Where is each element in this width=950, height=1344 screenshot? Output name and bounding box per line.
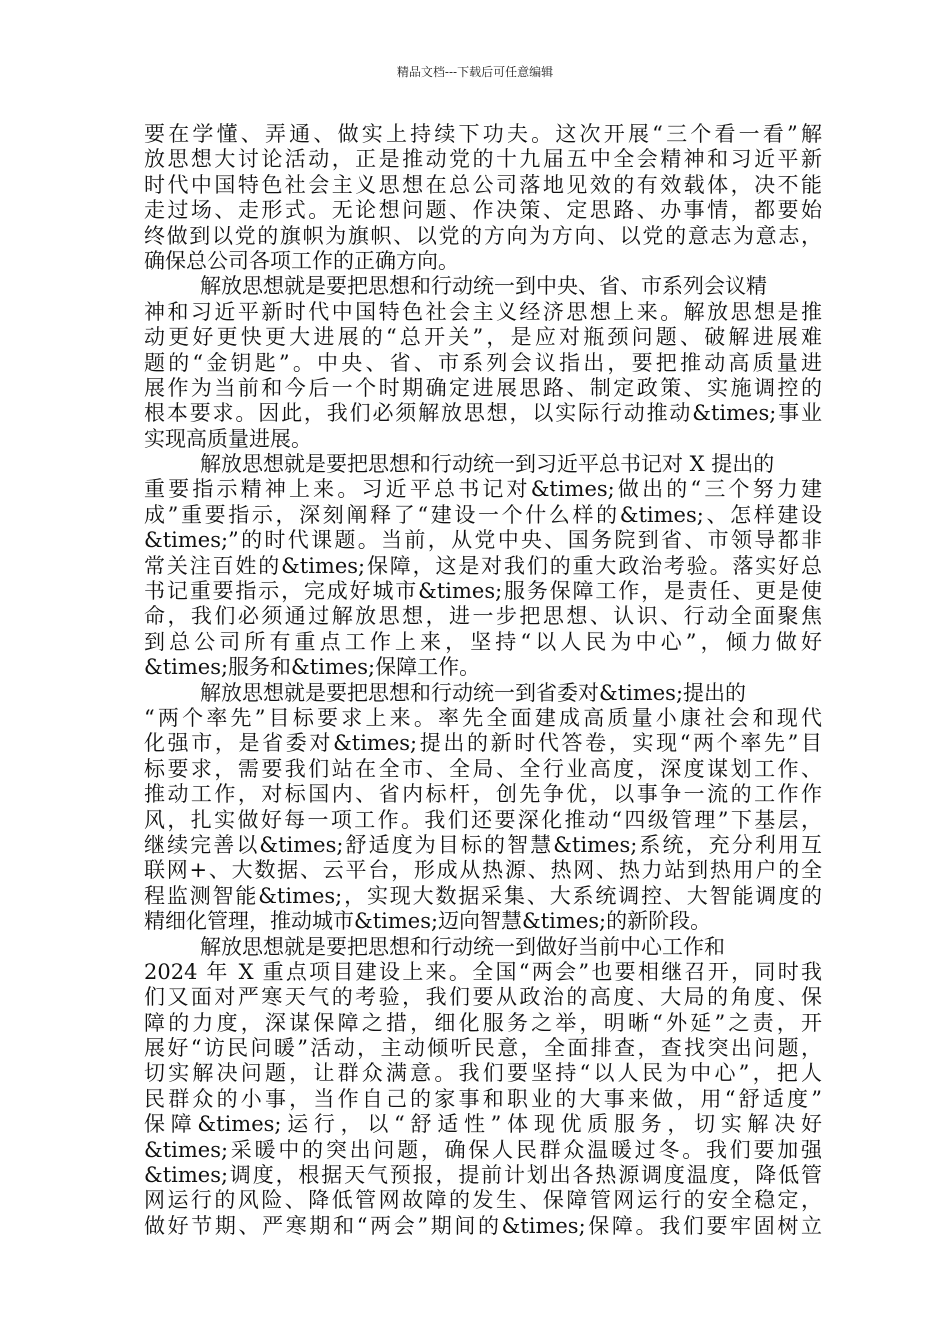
text-line: 网运行的风险、降低管网故障的发生、保障管网运行的安全稳定， <box>144 1188 822 1213</box>
text-line: 书记重要指示，完成好城市&times;服务保障工作，是责任、更是使 <box>144 579 822 604</box>
text-line: 解放思想就是要把思想和行动统一到习近平总书记对 X 提出的 <box>200 452 775 477</box>
paragraph <box>144 681 822 935</box>
text-line: “两个率先”目标要求上来。率先全面建成高质量小康社会和现代 <box>144 705 822 730</box>
text-line: 做好节期、严寒期和“两会”期间的&times;保障。我们要牢固树立 <box>144 1213 822 1238</box>
text-line: 们又面对严寒天气的考验，我们要从政治的高度、大局的角度、保 <box>144 985 822 1010</box>
text-line: &times;服务和&times;保障工作。 <box>144 655 481 680</box>
text-line: 解放思想就是要把思想和行动统一到省委对&times;提出的 <box>200 680 747 705</box>
text-line: 放思想大讨论活动，正是推动党的十九届五中全会精神和习近平新 <box>144 147 822 172</box>
text-line: &times;采暖中的突出问题，确保人民群众温暖过冬。我们要加强 <box>144 1137 822 1162</box>
text-line: 成”重要指示，深刻阐释了“建设一个什么样的&times;、怎样建设 <box>144 502 822 527</box>
text-line: 解放思想就是要把思想和行动统一到中央、省、市系列会议精 <box>200 274 767 299</box>
text-line: 障的力度，深谋保障之措，细化服务之举，明晰“外延”之责，开 <box>144 1010 822 1035</box>
text-line: 风，扎实做好每一项工作。我们还要深化推动“四级管理”下基层， <box>144 807 822 832</box>
paragraph <box>144 935 822 1240</box>
text-line: 切实解决问题，让群众满意。我们要坚持“以人民为中心”，把人 <box>144 1061 822 1086</box>
text-line: 联网+、大数据、云平台，形成从热源、热网、热力站到热用户的全 <box>144 858 822 883</box>
text-line: 终做到以党的旗帜为旗帜、以党的方向为方向、以党的意志为意志， <box>144 223 822 248</box>
text-line: 实现高质量进展。 <box>144 426 312 451</box>
text-line: 解放思想就是要把思想和行动统一到做好当前中心工作和 <box>200 934 725 959</box>
text-line: 继续完善以&times;舒适度为目标的智慧&times;系统，充分利用互 <box>144 832 822 857</box>
text-line: 到总公司所有重点工作上来，坚持“以人民为中心”，倾力做好 <box>144 629 822 654</box>
text-line: 确保总公司各项工作的正确方向。 <box>144 248 459 273</box>
paragraph <box>144 274 822 452</box>
text-line: 常关注百姓的&times;保障，这是对我们的重大政治考验。落实好总 <box>144 553 822 578</box>
text-line: 题的“金钥匙”。中央、省、市系列会议指出，要把推动高质量进 <box>144 350 822 375</box>
text-line: 程监测智能&times;，实现大数据采集、大系统调控、大智能调度的 <box>144 883 822 908</box>
text-line: 根本要求。因此，我们必须解放思想，以实际行动推动&times;事业 <box>144 401 822 426</box>
text-line: 重要指示精神上来。习近平总书记对&times;做出的“三个努力建 <box>144 477 822 502</box>
text-line: 保障&times;运行，以“舒适性”体现优质服务，切实解决好 <box>144 1112 822 1137</box>
text-line: 精细化管理，推动城市&times;迈向智慧&times;的新阶段。 <box>144 909 712 934</box>
page-header: 精品文档---下载后可任意编辑 <box>396 65 554 79</box>
text-line: 展作为当前和今后一个时期确定进展思路、制定政策、实施调控的 <box>144 375 822 400</box>
paragraph <box>144 122 822 274</box>
paragraph <box>144 452 822 681</box>
text-line: 2024 年 X 重点项目建设上来。全国“两会”也要相继召开，同时我 <box>144 959 822 984</box>
text-line: 时代中国特色社会主义思想在总公司落地见效的有效载体，决不能 <box>144 172 822 197</box>
text-line: 走过场、走形式。无论想问题、作决策、定思路、办事情，都要始 <box>144 198 822 223</box>
text-line: &times;”的时代课题。当前，从党中央、国务院到省、市领导都非 <box>144 528 822 553</box>
document-body <box>144 122 822 1239</box>
text-line: 要在学懂、弄通、做实上持续下功夫。这次开展“三个看一看”解 <box>144 122 822 146</box>
text-line: 化强市，是省委对&times;提出的新时代答卷，实现“两个率先”目 <box>144 731 822 756</box>
text-line: 民群众的小事，当作自己的家事和职业的大事来做，用“舒适度” <box>144 1086 822 1111</box>
text-line: 动更好更快更大进展的“总开关”，是应对瓶颈问题、破解进展难 <box>144 325 822 350</box>
text-line: 展好“访民问暖”活动，主动倾听民意，全面排查，查找突出问题， <box>144 1036 822 1061</box>
text-line: &times;调度，根据天气预报，提前计划出各热源调度温度，降低管 <box>144 1163 822 1188</box>
text-line: 命，我们必须通过解放思想，进一步把思想、认识、行动全面聚焦 <box>144 604 822 629</box>
text-line: 标要求，需要我们站在全市、全局、全行业高度，深度谋划工作、 <box>144 756 822 781</box>
text-line: 推动工作，对标国内、省内标杆，创先争优，以事争一流的工作作 <box>144 782 822 807</box>
text-line: 神和习近平新时代中国特色社会主义经济思想上来。解放思想是推 <box>144 299 822 324</box>
